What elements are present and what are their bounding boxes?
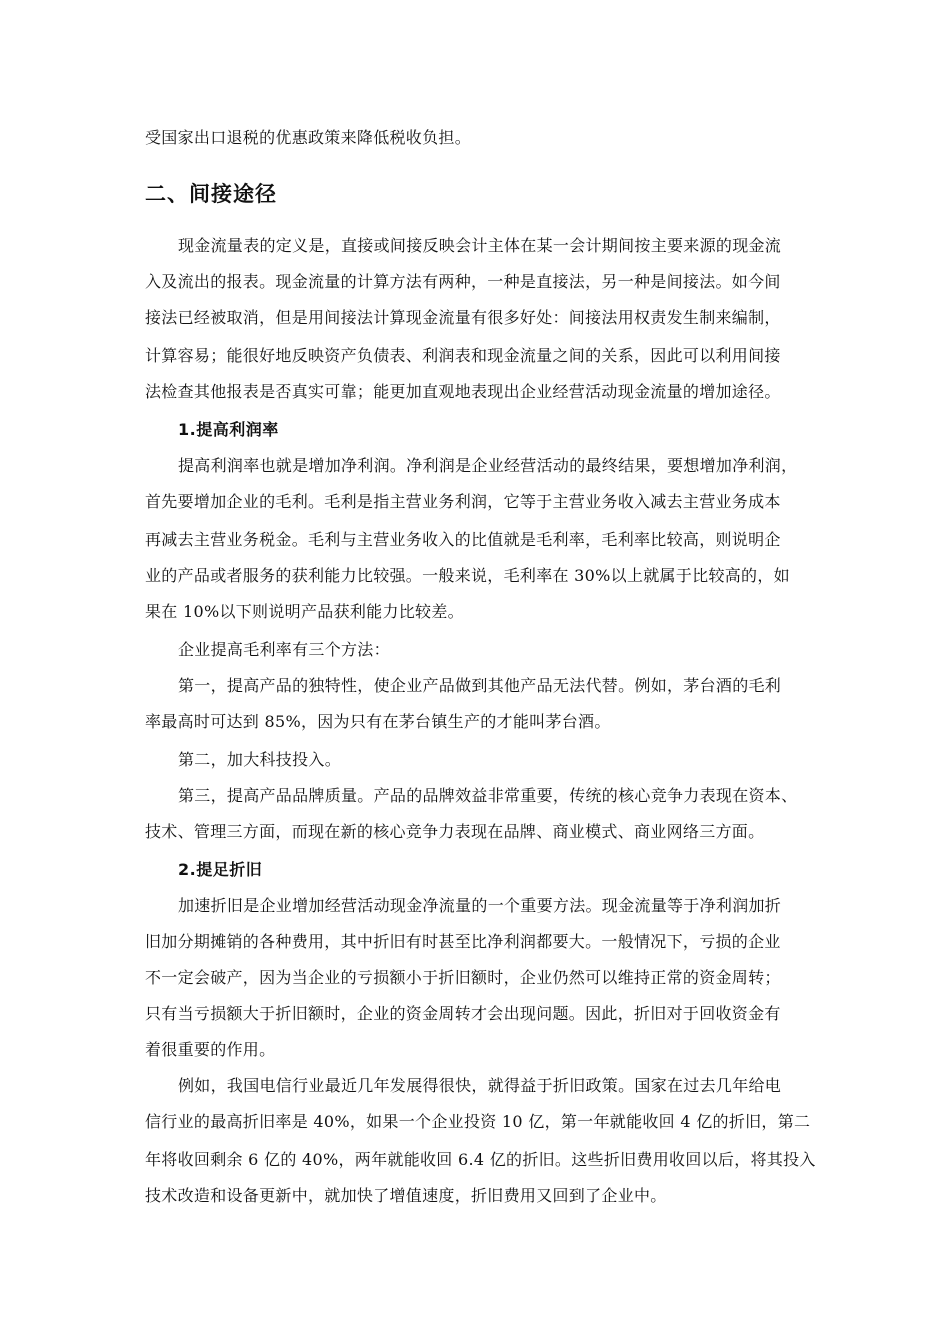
paragraph-line: 计算容易；能很好地反映资产负债表、利润表和现金流量之间的关系，因此可以利用间接 xyxy=(145,346,781,365)
paragraph-line: 第二，加大科技投入。 xyxy=(178,750,342,769)
paragraph-line: 不一定会破产，因为当企业的亏损额小于折旧额时，企业仍然可以维持正常的资金周转； xyxy=(145,968,781,987)
paragraph-line: 接法已经被取消，但是用间接法计算现金流量有很多好处：间接法用权责发生制来编制， xyxy=(145,308,781,327)
paragraph-line: 受国家出口退税的优惠政策来降低税收负担。 xyxy=(145,128,472,147)
paragraph-line: 法检查其他报表是否真实可靠；能更加直观地表现出企业经营活动现金流量的增加途径。 xyxy=(145,382,781,401)
paragraph-line: 信行业的最高折旧率是 40%，如果一个企业投资 10 亿，第一年就能收回 4 亿的折旧，第二 xyxy=(145,1112,811,1131)
paragraph-line: 企业提高毛利率有三个方法： xyxy=(178,640,390,659)
section-heading-indirect: 二、间接途径 xyxy=(145,182,277,206)
paragraph-line: 旧加分期摊销的各种费用，其中折旧有时甚至比净利润都要大。一般情况下，亏损的企业 xyxy=(145,932,781,951)
paragraph-line: 入及流出的报表。现金流量的计算方法有两种，一种是直接法，另一种是间接法。如今间 xyxy=(145,272,781,291)
paragraph-line: 年将收回剩余 6 亿的 40%，两年就能收回 6.4 亿的折旧。这些折旧费用收回以后，将其投入 xyxy=(145,1150,816,1169)
paragraph-line: 再减去主营业务税金。毛利与主营业务收入的比值就是毛利率，毛利率比较高，则说明企 xyxy=(145,530,781,549)
subheading-depreciation: 2.提足折旧 xyxy=(178,860,263,879)
paragraph-line: 提高利润率也就是增加净利润。净利润是企业经营活动的最终结果，要想增加净利润， xyxy=(178,456,798,475)
paragraph-line: 第三，提高产品品牌质量。产品的品牌效益非常重要，传统的核心竞争力表现在资本、 xyxy=(178,786,798,805)
paragraph-line: 例如，我国电信行业最近几年发展得很快，就得益于折旧政策。国家在过去几年给电 xyxy=(178,1076,782,1095)
paragraph-line: 果在 10%以下则说明产品获利能力比较差。 xyxy=(145,602,464,621)
subheading-raise-profit-rate: 1.提高利润率 xyxy=(178,420,279,439)
paragraph-line: 现金流量表的定义是，直接或间接反映会计主体在某一会计期间按主要来源的现金流 xyxy=(178,236,782,255)
paragraph-line: 率最高时可达到 85%，因为只有在茅台镇生产的才能叫茅台酒。 xyxy=(145,712,611,731)
paragraph-line: 技术、管理三方面，而现在新的核心竞争力表现在品牌、商业模式、商业网络三方面。 xyxy=(145,822,765,841)
paragraph-line: 第一，提高产品的独特性，使企业产品做到其他产品无法代替。例如，茅台酒的毛利 xyxy=(178,676,782,695)
paragraph-line: 加速折旧是企业增加经营活动现金净流量的一个重要方法。现金流量等于净利润加折 xyxy=(178,896,782,915)
paragraph-line: 首先要增加企业的毛利。毛利是指主营业务利润，它等于主营业务收入减去主营业务成本 xyxy=(145,492,781,511)
paragraph-line: 着很重要的作用。 xyxy=(145,1040,276,1059)
paragraph-line: 业的产品或者服务的获利能力比较强。一般来说，毛利率在 30%以上就属于比较高的，如 xyxy=(145,566,790,585)
paragraph-line: 技术改造和设备更新中，就加快了增值速度，折旧费用又回到了企业中。 xyxy=(145,1186,667,1205)
paragraph-line: 只有当亏损额大于折旧额时，企业的资金周转才会出现问题。因此，折旧对于回收资金有 xyxy=(145,1004,781,1023)
